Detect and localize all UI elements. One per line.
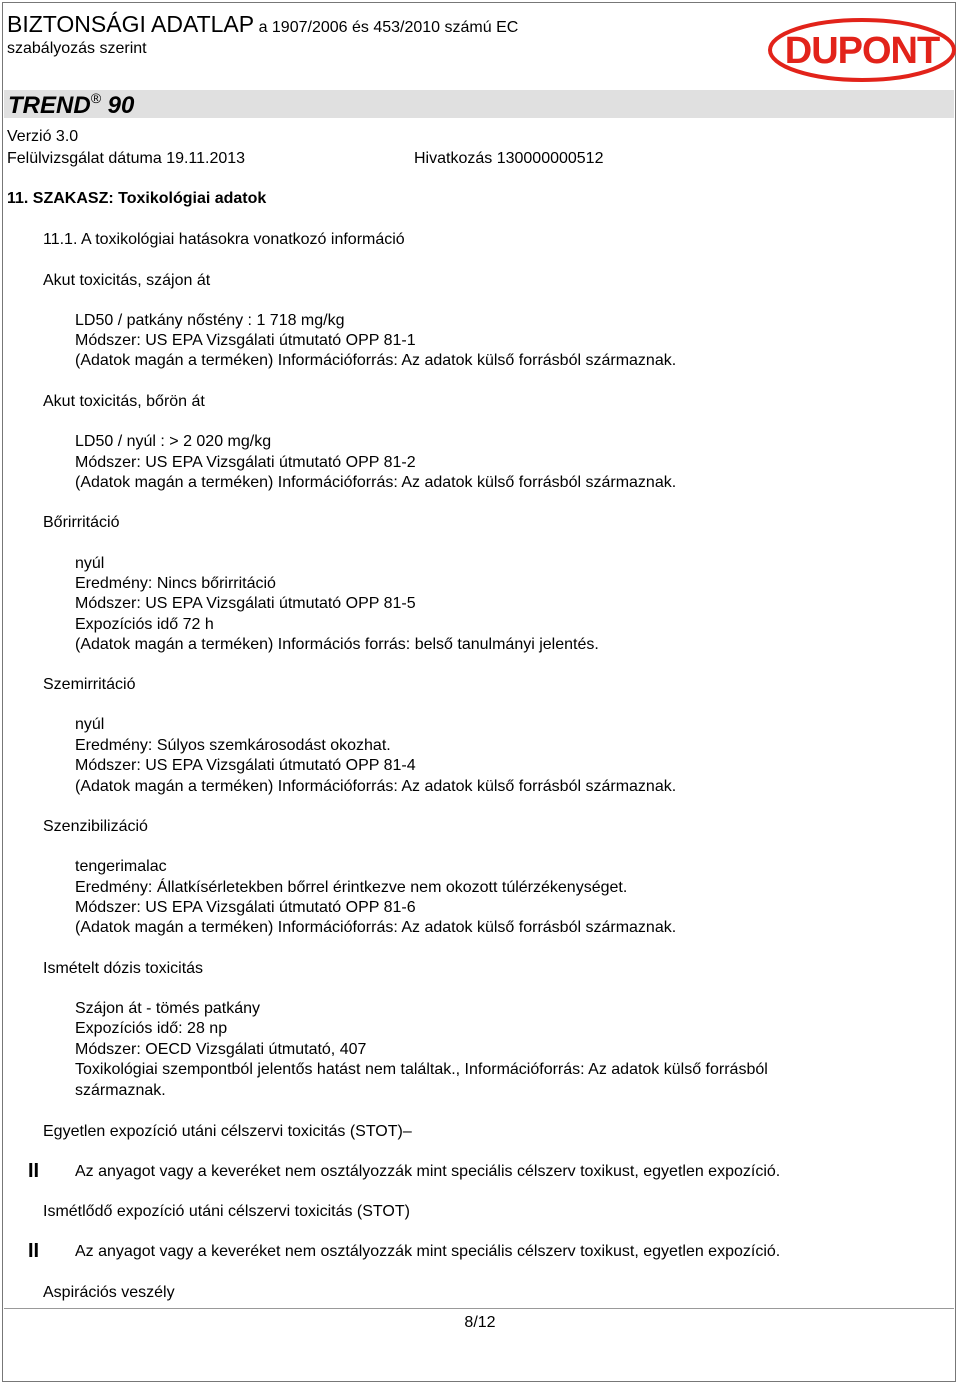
heading-repeated-dose: Ismételt dózis toxicitás [43, 960, 204, 977]
sens-line-4: (Adatok magán a terméken) Információforrás: Az adatok külső forrásból származnak. [75, 919, 677, 936]
document-title [7, 13, 518, 36]
document-title-regulation-2: szabályozás szerint [7, 40, 147, 57]
heading-stot-single: Egyetlen expozíció utáni célszervi toxicitás (STOT)– [43, 1123, 412, 1140]
repeat-line-4: Toxikológiai szempontból jelentős hatást nem találtak., Információforrás: Az adatok külső forrásból [75, 1061, 768, 1078]
stot-repeated-line-1: Az anyagot vagy a keveréket nem osztályozzák mint speciális célszerv toxikust, egyetlen expozíció. [75, 1243, 781, 1260]
version: Verzió 3.0 [7, 128, 79, 145]
skin-line-2: Eredmény: Nincs bőrirritáció [75, 575, 276, 592]
product-bar [4, 90, 954, 118]
sens-line-1: tengerimalac [75, 858, 167, 875]
repeat-line-3: Módszer: OECD Vizsgálati útmutató, 407 [75, 1041, 367, 1058]
product-name [8, 91, 134, 118]
eye-line-4: (Adatok magán a terméken) Információforrás: Az adatok külső forrásból származnak. [75, 778, 677, 795]
skin-line-3: Módszer: US EPA Vizsgálati útmutató OPP 81-5 [75, 595, 416, 612]
revision-date: Felülvizsgálat dátuma 19.11.2013 [7, 150, 246, 167]
dupont-logo [768, 18, 956, 82]
sens-line-2: Eredmény: Állatkísérletekben bőrrel érintkezve nem okozott túlérzékenységet. [75, 879, 628, 896]
registered-mark: ® [90, 90, 101, 106]
revision-marker-icon: II [28, 1160, 40, 1182]
eye-line-2: Eredmény: Súlyos szemkárosodást okozhat. [75, 737, 391, 754]
skin-line-5: (Adatok magán a terméken) Információs forrás: belső tanulmányi jelentés. [75, 636, 599, 653]
eye-line-3: Módszer: US EPA Vizsgálati útmutató OPP 81-4 [75, 757, 416, 774]
reference-number: Hivatkozás 130000000512 [414, 150, 604, 167]
stot-single-line-1: Az anyagot vagy a keveréket nem osztályozzák mint speciális célszerv toxikust, egyetlen expozíció. [75, 1163, 781, 1180]
logo-wordmark: DUPONT [784, 30, 940, 72]
dermal-line-2: Módszer: US EPA Vizsgálati útmutató OPP 81-2 [75, 454, 416, 471]
dermal-line-1: LD50 / nyúl : > 2 020 mg/kg [75, 433, 272, 450]
repeat-line-2: Expozíciós idő: 28 np [75, 1020, 228, 1037]
footer-divider [4, 1308, 954, 1309]
document-title-regulation: a 1907/2006 és 453/2010 számú EC [258, 19, 519, 36]
heading-stot-repeated: Ismétlődő expozíció utáni célszervi toxicitás (STOT) [43, 1203, 410, 1220]
revision-marker-icon: II [28, 1240, 40, 1262]
heading-sensitization: Szenzibilizáció [43, 818, 148, 835]
skin-line-1: nyúl [75, 555, 105, 572]
section-subtitle: 11.1. A toxikológiai hatásokra vonatkozó információ [43, 231, 405, 248]
heading-acute-dermal: Akut toxicitás, bőrön át [43, 393, 205, 410]
repeat-line-1: Szájon át - tömés patkány [75, 1000, 260, 1017]
oral-line-3: (Adatok magán a terméken) Információforrás: Az adatok külső forrásból származnak. [75, 352, 677, 369]
heading-skin-irritation: Bőrirritáció [43, 514, 120, 531]
heading-aspiration-hazard: Aspirációs veszély [43, 1284, 175, 1301]
product-number: 90 [107, 92, 135, 119]
page-number: 8/12 [464, 1314, 496, 1331]
section-title: 11. SZAKASZ: Toxikológiai adatok [7, 190, 267, 207]
heading-eye-irritation: Szemirritáció [43, 676, 136, 693]
document-title-main: BIZTONSÁGI ADATLAP [7, 11, 255, 37]
heading-acute-oral: Akut toxicitás, szájon át [43, 272, 211, 289]
oral-line-1: LD50 / patkány nőstény : 1 718 mg/kg [75, 312, 345, 329]
dermal-line-3: (Adatok magán a terméken) Információforrás: Az adatok külső forrásból származnak. [75, 474, 677, 491]
eye-line-1: nyúl [75, 716, 105, 733]
oral-line-2: Módszer: US EPA Vizsgálati útmutató OPP 81-1 [75, 332, 416, 349]
repeat-line-5: származnak. [75, 1082, 166, 1099]
sens-line-3: Módszer: US EPA Vizsgálati útmutató OPP 81-6 [75, 899, 416, 916]
skin-line-4: Expozíciós idő 72 h [75, 616, 214, 633]
product-name-text: TREND [8, 92, 91, 119]
